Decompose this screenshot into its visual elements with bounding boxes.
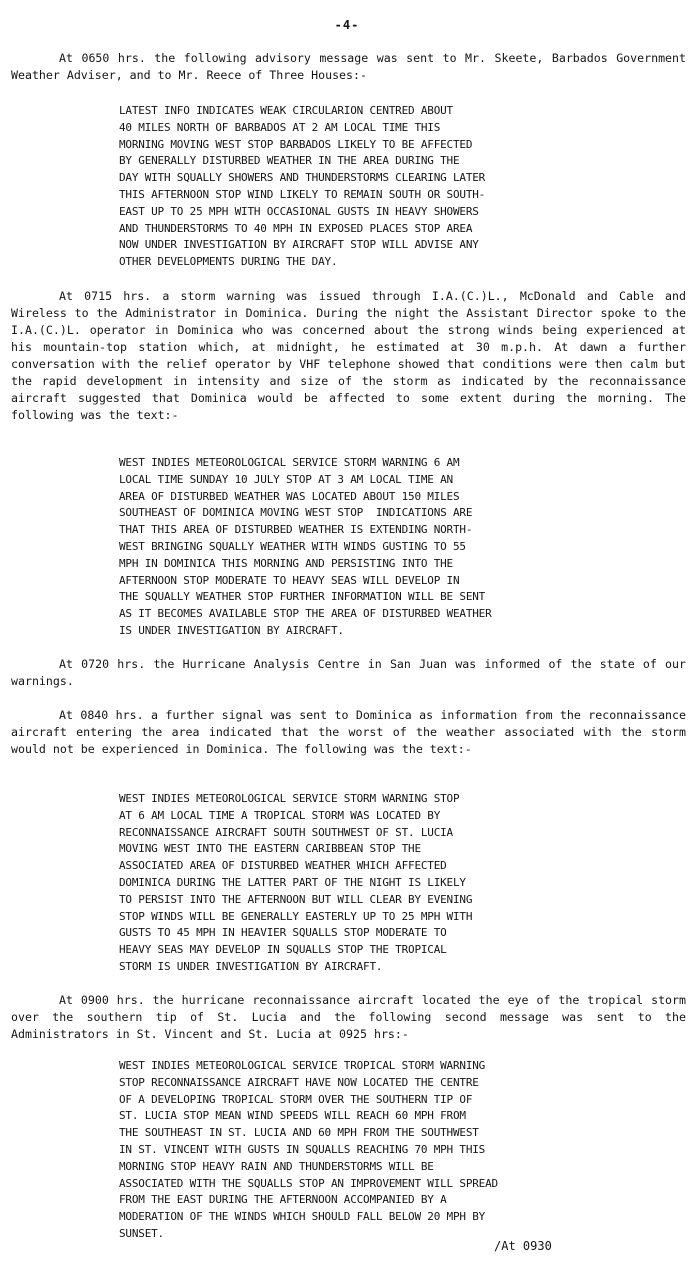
tropical-storm-warning: WEST INDIES METEOROLOGICAL SERVICE TROPICAL STORM WARNING STOP RECONNAISSANCE AIRCRAFT HAVE NOW LOCATED THE CENTRE OF A DEVELOPING TROPICAL STORM OVER THE SOUTHERN TIP OF ST. LUCIA STOP MEAN WIND SPEEDS WILL REACH 60 MPH FROM THE SOUTHEAST IN ST. LUCIA AND 60 MPH FROM THE SOUTHWEST IN ST. VINCENT WITH GUSTS IN SQUALLS REACHING 70 MPH THIS MORNING STOP HEAVY RAIN AND THUNDERSTORMS WILL BE ASSOCIATED WITH THE SQUALLS STOP AN IMPROVEMENT WILL SPREAD FROM THE EAST DURING THE AFTERNOON ACCOMPANIED BY A MODERATION OF THE WINDS WHICH SHOULD FALL BELOW 20 MPH BY SUNSET. [119, 1059, 498, 1240]
page-number: -4- [334, 18, 360, 32]
paragraph-0840: At 0840 hrs. a further signal was sent to Dominica as information from the reconnaissance aircraft entering the area indicated that the worst of the weather associated with the storm would not be experienced in Dominica. The following was the text:- [11, 708, 686, 756]
paragraph-0900: At 0900 hrs. the hurricane reconnaissance aircraft located the eye of the tropical storm over the southern tip of St. Lucia and the following second message was sent to the Administrators in St. Vincent and St. Lucia at 0925 hrs:- [11, 993, 686, 1041]
continuation-note: /At 0930 [494, 1239, 552, 1253]
paragraph-0650: At 0650 hrs. the following advisory message was sent to Mr. Skeete, Barbados Government Weather Adviser, and to Mr. Reece of Three Houses:- [11, 51, 686, 82]
paragraph-0715: At 0715 hrs. a storm warning was issued through I.A.(C.)L., McDonald and Cable and Wireless to the Administrator in Dominica. During the night the Assistant Director spoke to the I.A.(C.)L. operator in Dominica who was concerned about the strong winds being experienced at his mountain-top station which, at midnight, he estimated at 30 m.p.h. At dawn a further conversation with the relief operator by VHF telephone showed that conditions were then calm but the rapid development in intensity and size of the storm as indicated by the reconnaissance aircraft suggested that Dominica would be affected to some extent during the morning. The following was the text:- [11, 289, 686, 422]
storm-warning-dominica-1: WEST INDIES METEOROLOGICAL SERVICE STORM WARNING 6 AM LOCAL TIME SUNDAY 10 JULY STOP AT 3 AM LOCAL TIME AN AREA OF DISTURBED WEATHER WAS LOCATED ABOUT 150 MILES SOUTHEAST OF DOMINICA MOVING WEST STOP INDICATIONS ARE THAT THIS AREA OF DISTURBED WEATHER IS EXTENDING NORTH- WEST BRINGING SQUALLY WEATHER WITH WINDS GUSTING TO 55 MPH IN DOMINICA THIS MORNING AND PERSISTING INTO THE AFTERNOON STOP MODERATE TO HEAVY SEAS WILL DEVELOP IN THE SQUALLY WEATHER STOP FURTHER INFORMATION WILL BE SENT AS IT BECOMES AVAILABLE STOP THE AREA OF DISTURBED WEATHER IS UNDER INVESTIGATION BY AIRCRAFT. [119, 456, 492, 637]
paragraph-0720: At 0720 hrs. the Hurricane Analysis Centre in San Juan was informed of the state of our warnings. [11, 657, 686, 688]
advisory-message-barbados: LATEST INFO INDICATES WEAK CIRCULARION CENTRED ABOUT 40 MILES NORTH OF BARBADOS AT 2 AM LOCAL TIME THIS MORNING MOVING WEST STOP BARBADOS LIKELY TO BE AFFECTED BY GENERALLY DISTURBED WEATHER IN THE AREA DURING THE DAY WITH SQUALLY SHOWERS AND THUNDERSTORMS CLEARING LATER THIS AFTERNOON STOP WIND LIKELY TO REMAIN SOUTH OR SOUTH- EAST UP TO 25 MPH WITH OCCASIONAL GUSTS IN HEAVY SHOWERS AND THUNDERSTORMS TO 40 MPH IN EXPOSED PLACES STOP AREA NOW UNDER INVESTIGATION BY AIRCRAFT STOP WILL ADVISE ANY OTHER DEVELOPMENTS DURING THE DAY. [119, 104, 486, 269]
storm-warning-dominica-2: WEST INDIES METEOROLOGICAL SERVICE STORM WARNING STOP AT 6 AM LOCAL TIME A TROPICAL STORM WAS LOCATED BY RECONNAISSANCE AIRCRAFT SOUTH SOUTHWEST OF ST. LUCIA MOVING WEST INTO THE EASTERN CARIBBEAN STOP THE ASSOCIATED AREA OF DISTURBED WEATHER WHICH AFFECTED DOMINICA DURING THE LATTER PART OF THE NIGHT IS LIKELY TO PERSIST INTO THE AFTERNOON BUT WILL CLEAR BY EVENING STOP WINDS WILL BE GENERALLY EASTERLY UP TO 25 MPH WITH GUSTS TO 45 MPH IN HEAVIER SQUALLS STOP MODERATE TO HEAVY SEAS MAY DEVELOP IN SQUALLS STOP THE TROPICAL STORM IS UNDER INVESTIGATION BY AIRCRAFT. [119, 792, 473, 973]
